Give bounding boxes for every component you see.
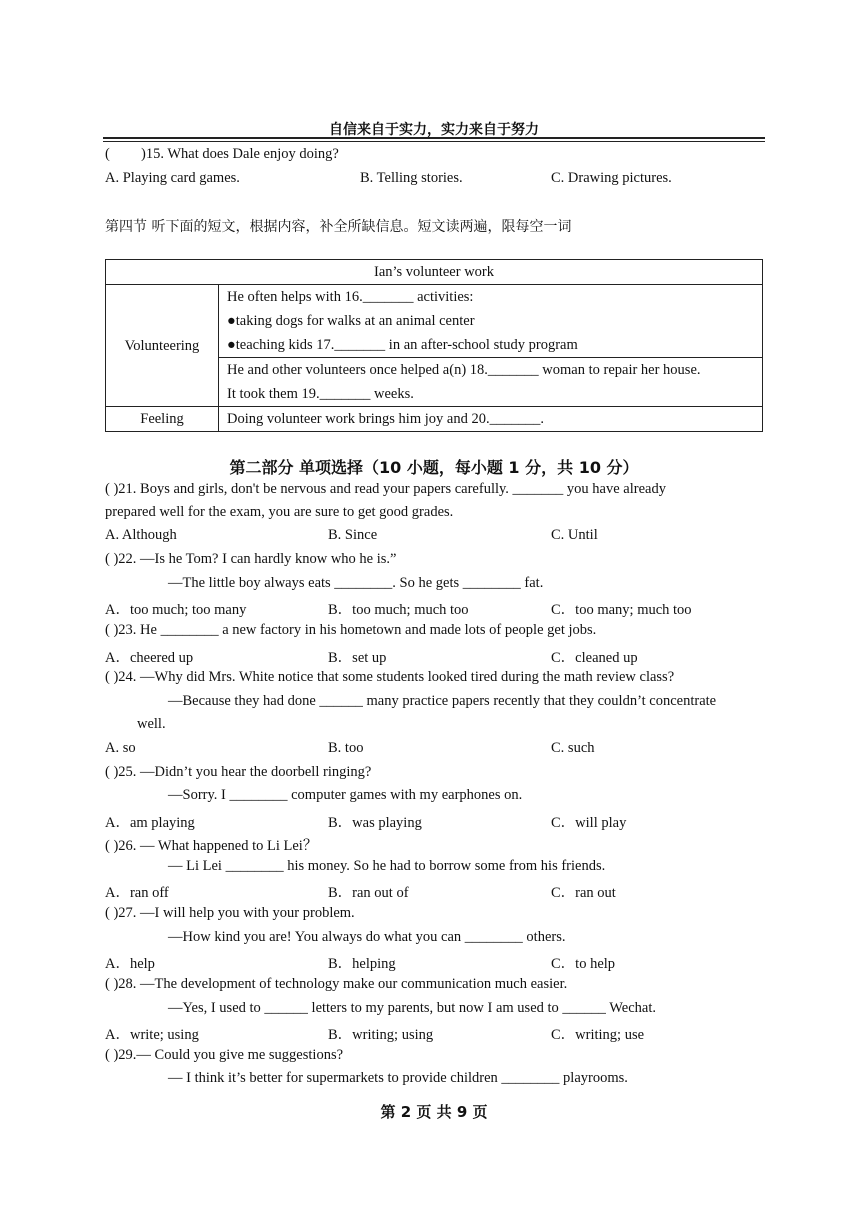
volunteering-label: Volunteering: [124, 337, 200, 354]
section4-instruction: 第四节 听下面的短文，根据内容，补全所缺信息。短文读两遍，限每空一词: [105, 219, 572, 235]
q21-option-b: B. Since: [328, 527, 378, 543]
q24-option-c: C. such: [551, 740, 595, 756]
q15-option-b: B. Telling stories.: [360, 170, 463, 186]
header-rule: [103, 137, 765, 139]
q25-option-b: B．was playing: [328, 815, 422, 831]
question-21-line2: prepared well for the exam, you are sure to get good grades.: [105, 504, 454, 520]
volunteer-table: [105, 259, 763, 432]
feeling-cell: [219, 407, 763, 432]
q25-option-c: C．will play: [551, 815, 627, 831]
question-21-line1: ( )21. Boys and girls, don't be nervous and read your papers carefully. _______ you have already: [105, 481, 666, 497]
question-25-line1: ( )25. —Didn’t you hear the doorbell ringing?: [105, 764, 372, 780]
question-text: )15. What does Dale enjoy doing?: [141, 146, 339, 162]
row-label-feeling: [106, 407, 219, 432]
q23-option-a: A．cheered up: [105, 650, 194, 666]
q24-option-b: B. too: [328, 740, 364, 756]
question-29-line2: — I think it’s better for supermarkets to provide children ________ playrooms.: [168, 1070, 628, 1086]
question-15-stem: [105, 146, 339, 163]
q26-option-b: B．ran out of: [328, 885, 409, 901]
question-23-line1: ( )23. He ________ a new factory in his hometown and made lots of people get jobs.: [105, 622, 597, 638]
q27-option-b: B．helping: [328, 956, 396, 972]
q23-option-c: C．cleaned up: [551, 650, 638, 666]
q26-option-c: C．ran out: [551, 885, 616, 901]
header-rule-thin: [103, 141, 765, 142]
q24-option-a: A. so: [105, 740, 136, 756]
blank-20-line: Doing volunteer work brings him joy and 20._______.: [227, 411, 544, 427]
section2-title: 第二部分 单项选择（10 小题，每小题 1 分，共 10 分）: [229, 458, 639, 477]
q22-option-b: B．too much; much too: [328, 602, 469, 618]
q21-option-c: C. Until: [551, 527, 598, 543]
question-24-line2: —Because they had done ______ many practice papers recently that they couldn’t concentrate: [168, 693, 717, 709]
blank-16-line: He often helps with 16._______ activities:: [227, 289, 474, 305]
question-26-line1: ( )26. — What happened to Li Lei？: [105, 838, 318, 854]
feeling-label: Feeling: [140, 411, 184, 427]
q22-option-c: C．too many; much too: [551, 602, 692, 618]
q25-option-a: A．am playing: [105, 815, 195, 831]
question-28-line1: ( )28. —The development of technology make our communication much easier.: [105, 976, 568, 992]
answer-paren: (: [105, 146, 110, 162]
volunteering-activities-cell: [219, 285, 763, 358]
q22-option-a: A．too much; too many: [105, 602, 247, 618]
page-number: 第 2 页 共 9 页: [380, 1103, 488, 1121]
question-24-line3: well.: [137, 716, 166, 732]
q15-option-c: C. Drawing pictures.: [551, 170, 672, 186]
bullet-line: ●taking dogs for walks at an animal center: [227, 313, 475, 329]
question-22-line1: ( )22. —Is he Tom? I can hardly know who he is.”: [105, 551, 397, 567]
header-motto: 自信来自于实力，实力来自于努力: [329, 123, 539, 138]
table-title: [106, 260, 763, 285]
q28-option-a: A．write; using: [105, 1027, 199, 1043]
question-28-line2: —Yes, I used to ______ letters to my parents, but now I am used to ______ Wechat.: [168, 1000, 657, 1016]
row-label-volunteering: [106, 285, 219, 407]
q27-option-c: C．to help: [551, 956, 616, 972]
q21-option-a: A. Although: [105, 527, 177, 543]
volunteering-repair-cell: [219, 358, 763, 407]
blank-19-line: It took them 19._______ weeks.: [227, 386, 414, 402]
blank-18-line: He and other volunteers once helped a(n) 18._______ woman to repair her house.: [227, 362, 701, 378]
question-25-line2: —Sorry. I ________ computer games with my earphones on.: [168, 787, 523, 803]
q15-option-a: A. Playing card games.: [105, 170, 240, 186]
question-24-line1: ( )24. —Why did Mrs. White notice that some students looked tired during the math review class?: [105, 669, 675, 685]
table-title-text: Ian’s volunteer work: [374, 264, 494, 280]
question-27-line1: ( )27. —I will help you with your problem.: [105, 905, 355, 921]
q28-option-b: B．writing; using: [328, 1027, 434, 1043]
q27-option-a: A．help: [105, 956, 155, 972]
question-22-line2: —The little boy always eats ________. So he gets ________ fat.: [168, 575, 544, 591]
question-29-line1: ( )29.— Could you give me suggestions?: [105, 1047, 344, 1063]
q23-option-b: B．set up: [328, 650, 387, 666]
q28-option-c: C．writing; use: [551, 1027, 645, 1043]
question-27-line2: —How kind you are! You always do what you can ________ others.: [168, 929, 566, 945]
q26-option-a: A．ran off: [105, 885, 169, 901]
question-26-line2: — Li Lei ________ his money. So he had to borrow some from his friends.: [168, 858, 606, 874]
blank-17-line: ●teaching kids 17._______ in an after-school study program: [227, 337, 578, 353]
